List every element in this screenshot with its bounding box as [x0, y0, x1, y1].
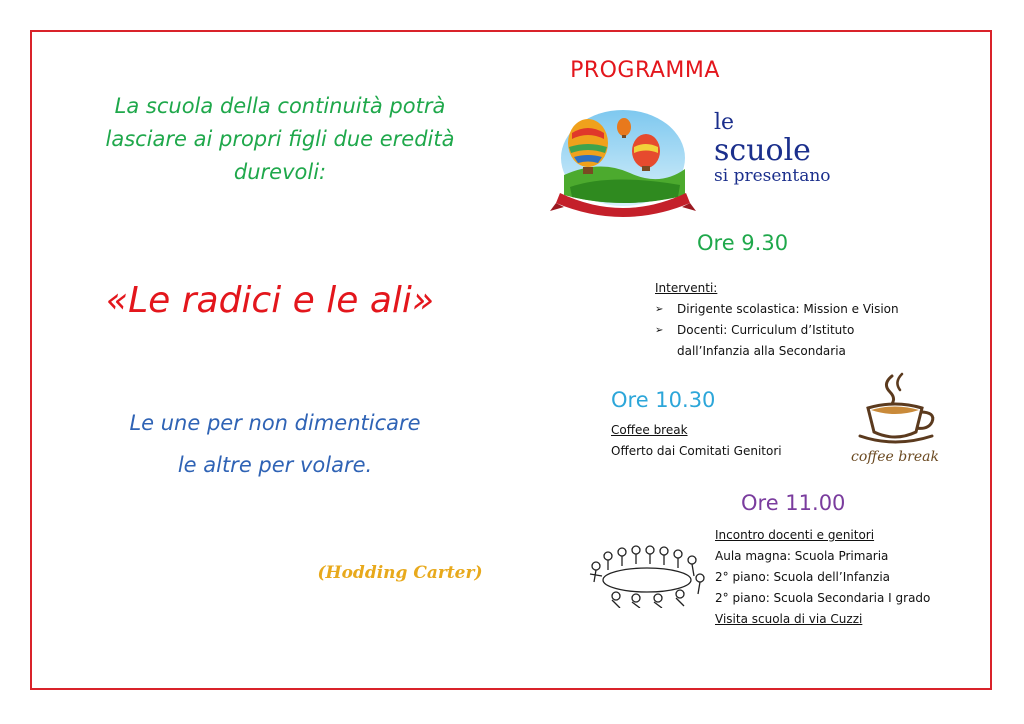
slot2-heading: Coffee break: [611, 423, 688, 437]
schedule-block-1: [655, 278, 899, 362]
program-title: PROGRAMMA: [570, 58, 720, 83]
list-item: [655, 299, 899, 320]
slot3-line: 2° piano: Scuola Secondaria I grado: [715, 591, 931, 605]
logo-line-2: scuole: [714, 133, 811, 168]
slot3-heading: Incontro docenti e genitori: [715, 528, 875, 542]
subtitle-quote: [60, 402, 490, 486]
arrow-bullet-icon: ➢: [655, 325, 664, 336]
slot1-item: Docenti: Curriculum d’Istituto: [677, 323, 855, 337]
logo-line-3: si presentano: [714, 166, 831, 186]
slot3-footer: Visita scuola di via Cuzzi: [715, 612, 863, 626]
intro-line: La scuola della continuità potrà: [114, 94, 446, 118]
slot3-line: 2° piano: Scuola dell’Infanzia: [715, 570, 891, 584]
slot1-continuation: dall’Infanzia alla Secondaria: [677, 344, 846, 358]
slot1-heading: Interventi:: [655, 281, 718, 295]
main-title: «Le radici e le ali»: [105, 280, 435, 321]
slot1-item: Dirigente scolastica: Mission e Vision: [677, 302, 899, 316]
intro-line: lasciare ai propri figli due eredità: [105, 127, 455, 151]
coffee-cup-icon: [840, 370, 950, 466]
schedule-block-2: [611, 420, 782, 462]
quote-author: (Hodding Carter): [317, 563, 483, 583]
logo-line-1: le: [714, 110, 735, 135]
hot-air-balloons-icon: [550, 103, 696, 219]
subtitle-line: le altre per volare.: [177, 453, 373, 477]
schedule-block-3: [715, 525, 930, 630]
slot2-line: Offerto dai Comitati Genitori: [611, 444, 782, 458]
subtitle-line: Le une per non dimenticare: [129, 411, 421, 435]
logo-text: [714, 112, 831, 185]
slot3-line: Aula magna: Scuola Primaria: [715, 549, 889, 563]
time-slot-1: Ore 9.30: [697, 231, 789, 255]
list-item: [655, 320, 899, 341]
arrow-bullet-icon: ➢: [655, 304, 664, 315]
intro-line: durevoli:: [233, 160, 327, 184]
time-slot-2: Ore 10.30: [611, 388, 716, 412]
coffee-break-badge: coffee break: [851, 449, 939, 465]
time-slot-3: Ore 11.00: [741, 491, 846, 515]
intro-quote: [60, 90, 500, 189]
meeting-people-icon: [586, 542, 708, 608]
